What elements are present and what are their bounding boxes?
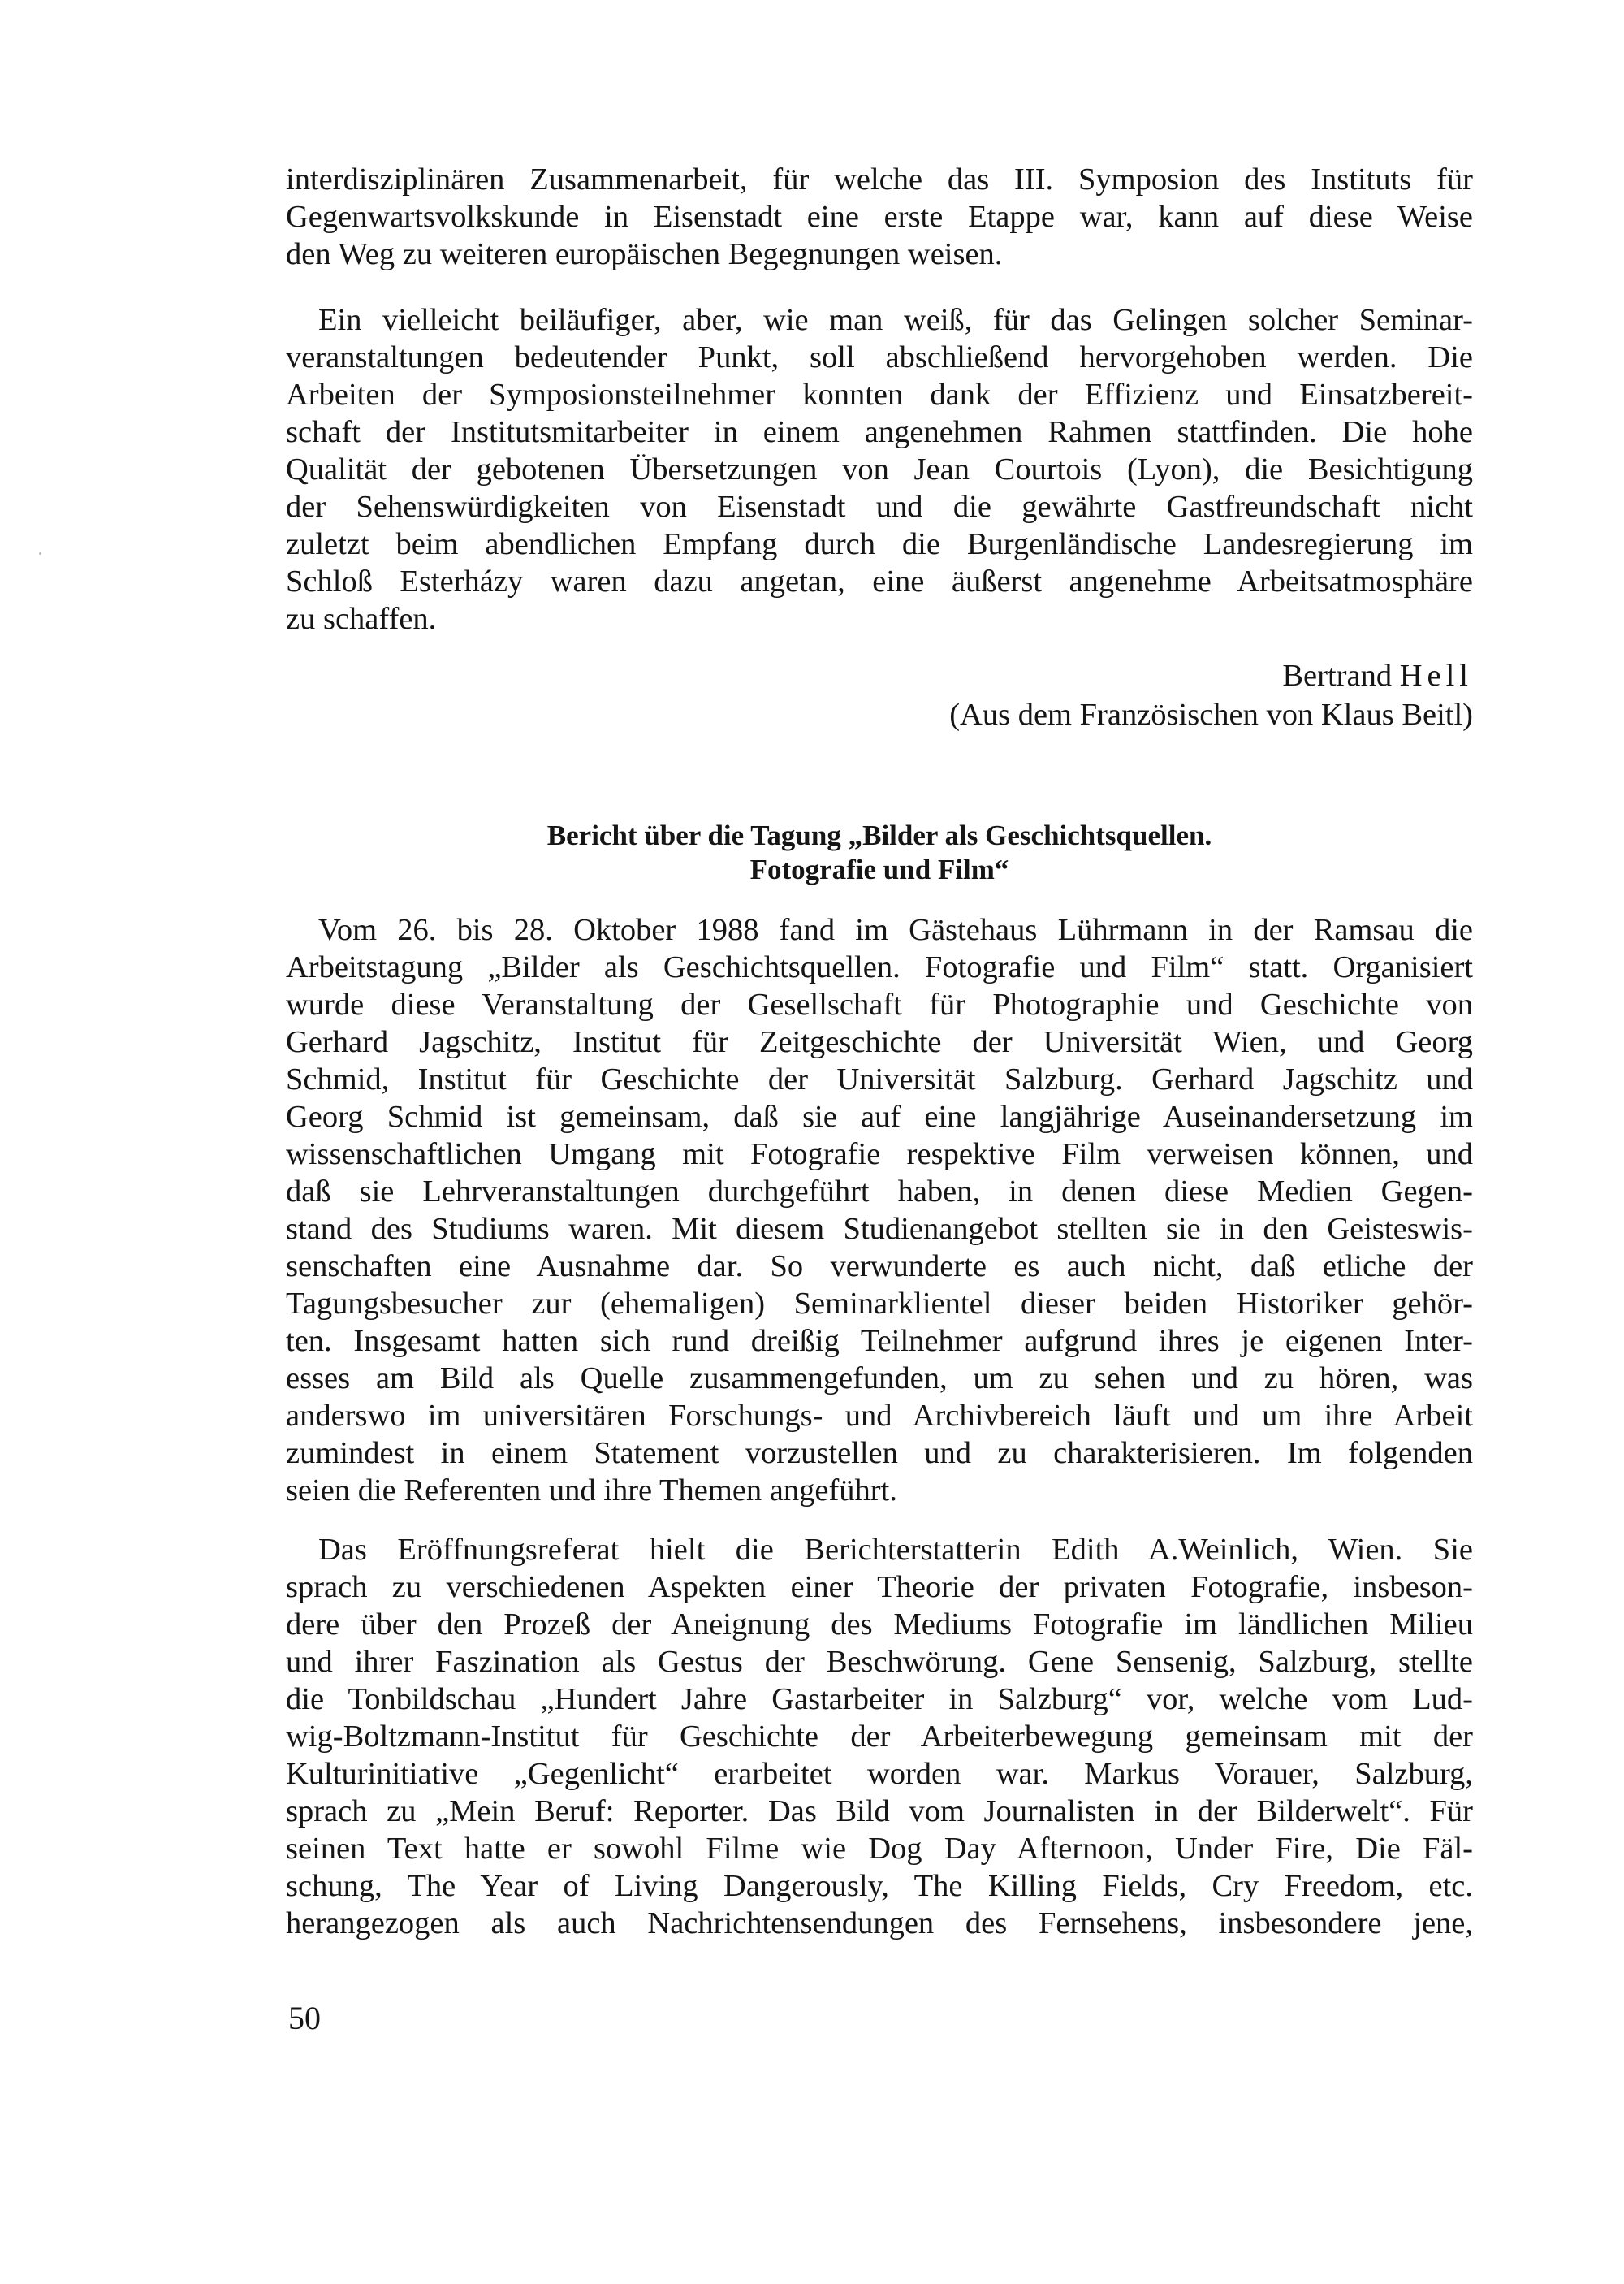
text-line: der Sehenswürdigkeiten von Eisenstadt und die gewährte Gastfreundschaft nicht [286,490,1473,524]
text-line: Qualität der gebotenen Übersetzungen von Jean Courtois (Lyon), die Besichtigung [286,452,1473,487]
text-line: sprach zu verschiedenen Aspekten einer Theorie der privaten Fotografie, insbeson- [286,1570,1473,1604]
text-line: Tagungsbesucher zur (ehemaligen) Seminarklientel dieser beiden Historiker gehör- [286,1287,1473,1321]
text-line: ten. Insgesamt hatten sich rund dreißig Teilnehmer aufgrund ihres je eigenen Inter- [286,1324,1473,1358]
text-line: senschaften eine Ausnahme dar. So verwunderte es auch nicht, daß etliche der [286,1249,1473,1283]
text-line: stand des Studiums waren. Mit diesem Studienangebot stellten sie in den Geisteswis- [286,1212,1473,1246]
text-line: den Weg zu weiteren europäischen Begegnungen weisen. [286,237,1003,271]
text-line: seien die Referenten und ihre Themen angeführt. [286,1473,897,1508]
text-line: Arbeitstagung „Bilder als Geschichtsquellen. Fotografie und Film“ statt. Organisiert [286,950,1473,984]
text-line: schaft der Institutsmitarbeiter in einem angenehmen Rahmen stattfinden. Die hohe [286,415,1473,449]
text-line: Kulturinitiative „Gegenlicht“ erarbeitet worden war. Markus Vorauer, Salzburg, [286,1757,1473,1791]
text-line: zu schaffen. [286,602,437,636]
paragraph-speakers [286,1531,1473,1942]
text-line: Ein vielleicht beiläufiger, aber, wie man weiß, für das Gelingen solcher Seminar- [318,303,1473,337]
author-signature [1282,657,1473,694]
text-line: schung, The Year of Living Dangerously, The Killing Fields, Cry Freedom, etc. [286,1869,1473,1903]
text-line: und ihrer Faszination als Gestus der Beschwörung. Gene Sensenig, Salzburg, stellte [286,1645,1473,1679]
paragraph-continuation [286,161,1473,273]
text-line: Gegenwartsvolkskunde in Eisenstadt eine erste Etappe war, kann auf diese Weise [286,200,1473,234]
text-line: Schloß Esterházy waren dazu angetan, eine äußerst angenehme Arbeitsatmosphäre [286,565,1473,599]
text-line: seinen Text hatte er sowohl Filme wie Dog Day Afternoon, Under Fire, Die Fäl- [286,1832,1473,1866]
translation-note: (Aus dem Französischen von Klaus Beitl) [949,698,1473,732]
text-line: esses am Bild als Quelle zusammengefunden, um zu sehen und zu hören, was [286,1361,1473,1395]
author-first-name: Bertrand [1282,659,1393,693]
text-line: zumindest in einem Statement vorzustellen und zu charakterisieren. Im folgenden [286,1436,1473,1470]
text-line: Gerhard Jagschitz, Institut für Zeitgeschichte der Universität Wien, und Georg [286,1025,1473,1059]
text-line: sprach zu „Mein Beruf: Reporter. Das Bild vom Journalisten in der Bilderwelt“. Für [286,1794,1473,1828]
text-line: daß sie Lehrveranstaltungen durchgeführt haben, in denen diese Medien Gegen- [286,1174,1473,1209]
text-line: zuletzt beim abendlichen Empfang durch die Burgenländische Landesregierung im [286,527,1473,561]
text-line: dere über den Prozeß der Aneignung des Mediums Fotografie im ländlichen Milieu [286,1607,1473,1642]
page-number: 50 [288,2000,321,2036]
text-line: interdisziplinären Zusammenarbeit, für welche das III. Symposion des Instituts für [286,162,1473,197]
text-line: wissenschaftlichen Umgang mit Fotografie respektive Film verweisen können, und [286,1137,1473,1171]
heading-line: Fotografie und Film“ [749,854,1009,885]
text-line: Georg Schmid ist gemeinsam, daß sie auf eine langjährige Auseinandersetzung im [286,1100,1473,1134]
text-line: anderswo im universitären Forschungs- und Archivbereich läuft und um ihre Arbeit [286,1399,1473,1433]
text-line: Vom 26. bis 28. Oktober 1988 fand im Gästehaus Lührmann in der Ramsau die [318,913,1473,947]
text-line: wurde diese Veranstaltung der Gesellschaft für Photographie und Geschichte von [286,988,1473,1022]
text-line: Arbeiten der Symposionsteilnehmer konnten dank der Effizienz und Einsatzbereit- [286,378,1473,412]
author-surname: Hell [1399,659,1473,693]
heading-line: Bericht über die Tagung „Bilder als Geschichtsquellen. [546,820,1212,851]
scan-artifact [39,552,41,555]
text-line: herangezogen als auch Nachrichtensendungen des Fernsehens, insbesondere jene, [286,1906,1473,1940]
text-line: veranstaltungen bedeutender Punkt, soll abschließend hervorgehoben werden. Die [286,340,1473,374]
section-heading [286,819,1473,887]
paragraph-conference-intro [286,911,1473,1509]
paragraph-acknowledgements [286,301,1473,638]
text-line: wig-Boltzmann-Institut für Geschichte der Arbeiterbewegung gemeinsam mit der [286,1719,1473,1754]
text-line: die Tonbildschau „Hundert Jahre Gastarbeiter in Salzburg“ vor, welche vom Lud- [286,1682,1473,1716]
text-line: Schmid, Institut für Geschichte der Universität Salzburg. Gerhard Jagschitz und [286,1062,1473,1097]
text-line: Das Eröffnungsreferat hielt die Berichterstatterin Edith A.Weinlich, Wien. Sie [318,1533,1473,1567]
